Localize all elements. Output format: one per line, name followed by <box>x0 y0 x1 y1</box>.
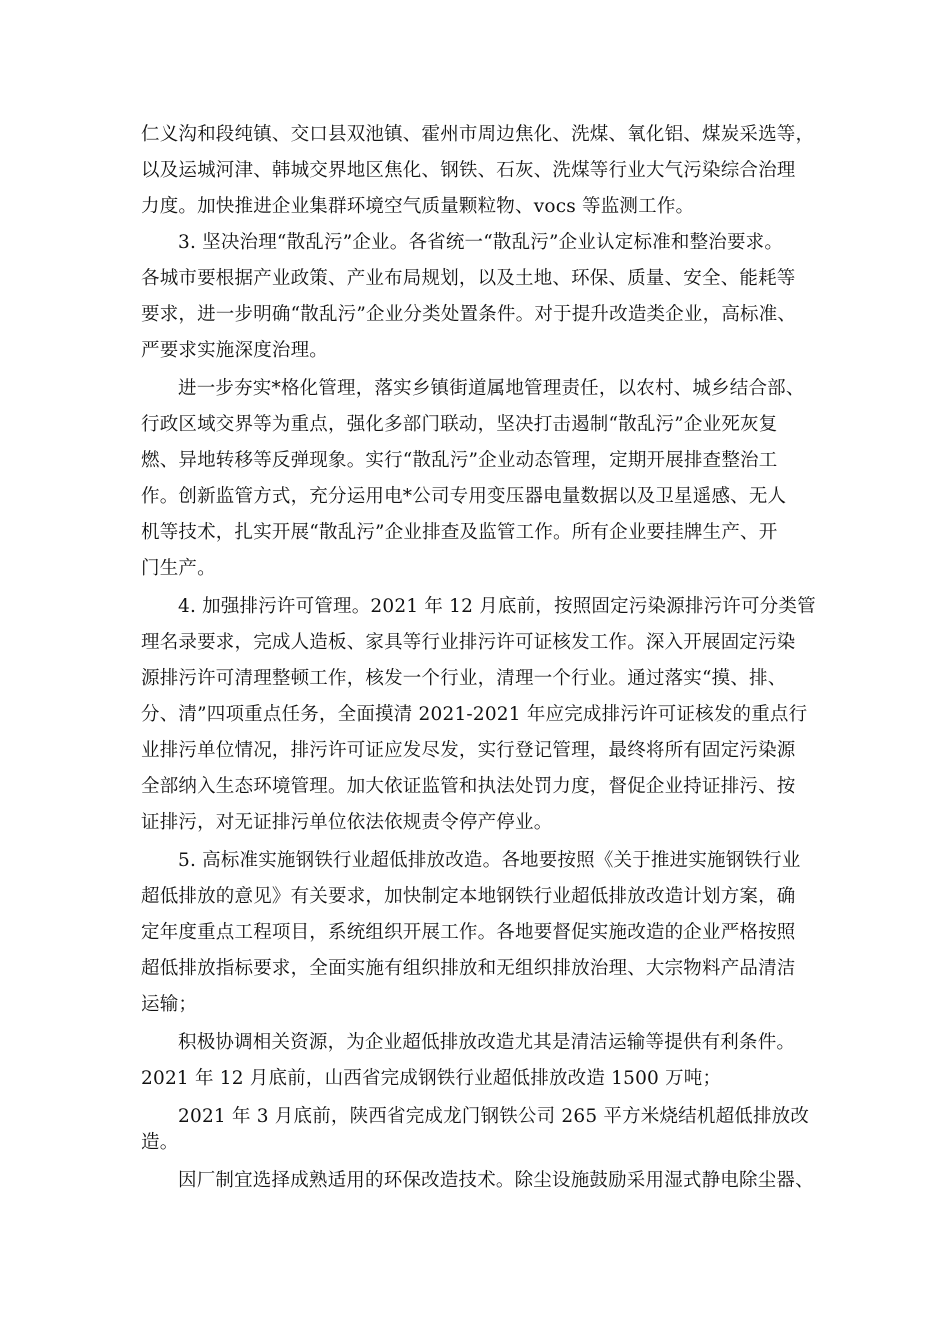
text-line: 2021 年 3 月底前，陕西省完成龙门钢铁公司 265 平方米烧结机超低排放改 <box>178 1106 810 1127</box>
text-line: 超低排放指标要求，全面实施有组织排放和无组织排放治理、大宗物料产品清洁 <box>141 958 796 979</box>
text-line: 仁义沟和段纯镇、交口县双池镇、霍州市周边焦化、洗煤、氧化铝、煤炭采选等， <box>141 124 815 145</box>
text-line: 源排污许可清理整顿工作，核发一个行业，清理一个行业。通过落实“摸、排、 <box>141 668 787 689</box>
text-line: 门生产。 <box>141 558 216 579</box>
text-line: 燃、异地转移等反弹现象。实行“散乱污”企业动态管理，定期开展排查整治工 <box>141 450 778 471</box>
text-line: 积极协调相关资源，为企业超低排放改造尤其是清洁运输等提供有利条件。 <box>178 1032 796 1053</box>
text-line: 证排污，对无证排污单位依法依规责令停产停业。 <box>141 812 553 833</box>
text-line: 运输； <box>141 994 198 1015</box>
text-line: 分、清”四项重点任务，全面摸清 2021-2021 年应完成排污许可证核发的重点行 <box>141 704 808 725</box>
text-line: 严要求实施深度治理。 <box>141 340 329 361</box>
text-line: 力度。加快推进企业集群环境空气质量颗粒物、vocs 等监测工作。 <box>141 196 695 217</box>
text-line: 要求，进一步明确“散乱污”企业分类处置条件。对于提升改造类企业，高标准、 <box>141 304 797 325</box>
text-line: 超低排放的意见》有关要求，加快制定本地钢铁行业超低排放改造计划方案，确 <box>141 886 796 907</box>
text-line: 机等技术，扎实开展“散乱污”企业排查及监管工作。所有企业要挂牌生产、开 <box>141 522 778 543</box>
text-line: 5. 高标准实施钢铁行业超低排放改造。各地要按照《关于推进实施钢铁行业 <box>178 850 801 871</box>
text-line: 行政区域交界等为重点，强化多部门联动，坚决打击遏制“散乱污”企业死灰复 <box>141 414 778 435</box>
text-line: 造。 <box>141 1132 179 1153</box>
text-line: 4. 加强排污许可管理。2021 年 12 月底前，按照固定污染源排污许可分类管 <box>178 596 816 617</box>
text-line: 2021 年 12 月底前，山西省完成钢铁行业超低排放改造 1500 万吨； <box>141 1068 722 1089</box>
text-line: 3. 坚决治理“散乱污”企业。各省统一“散乱污”企业认定标准和整治要求。 <box>178 232 784 253</box>
text-line: 业排污单位情况，排污许可证应发尽发，实行登记管理，最终将所有固定污染源 <box>141 740 796 761</box>
text-line: 理名录要求，完成人造板、家具等行业排污许可证核发工作。深入开展固定污染 <box>141 632 796 653</box>
text-line: 各城市要根据产业政策、产业布局规划，以及土地、环保、质量、安全、能耗等 <box>141 268 796 289</box>
text-line: 全部纳入生态环境管理。加大依证监管和执法处罚力度，督促企业持证排污、按 <box>141 776 796 797</box>
text-line: 作。创新监管方式，充分运用电*公司专用变压器电量数据以及卫星遥感、无人 <box>141 486 787 507</box>
text-line: 以及运城河津、韩城交界地区焦化、钢铁、石灰、洗煤等行业大气污染综合治理 <box>141 160 796 181</box>
text-line: 定年度重点工程项目，系统组织开展工作。各地要督促实施改造的企业严格按照 <box>141 922 796 943</box>
text-line: 进一步夯实*格化管理，落实乡镇街道属地管理责任，以农村、城乡结合部、 <box>178 378 805 399</box>
text-line: 因厂制宜选择成熟适用的环保改造技术。除尘设施鼓励采用湿式静电除尘器、 <box>178 1170 814 1191</box>
